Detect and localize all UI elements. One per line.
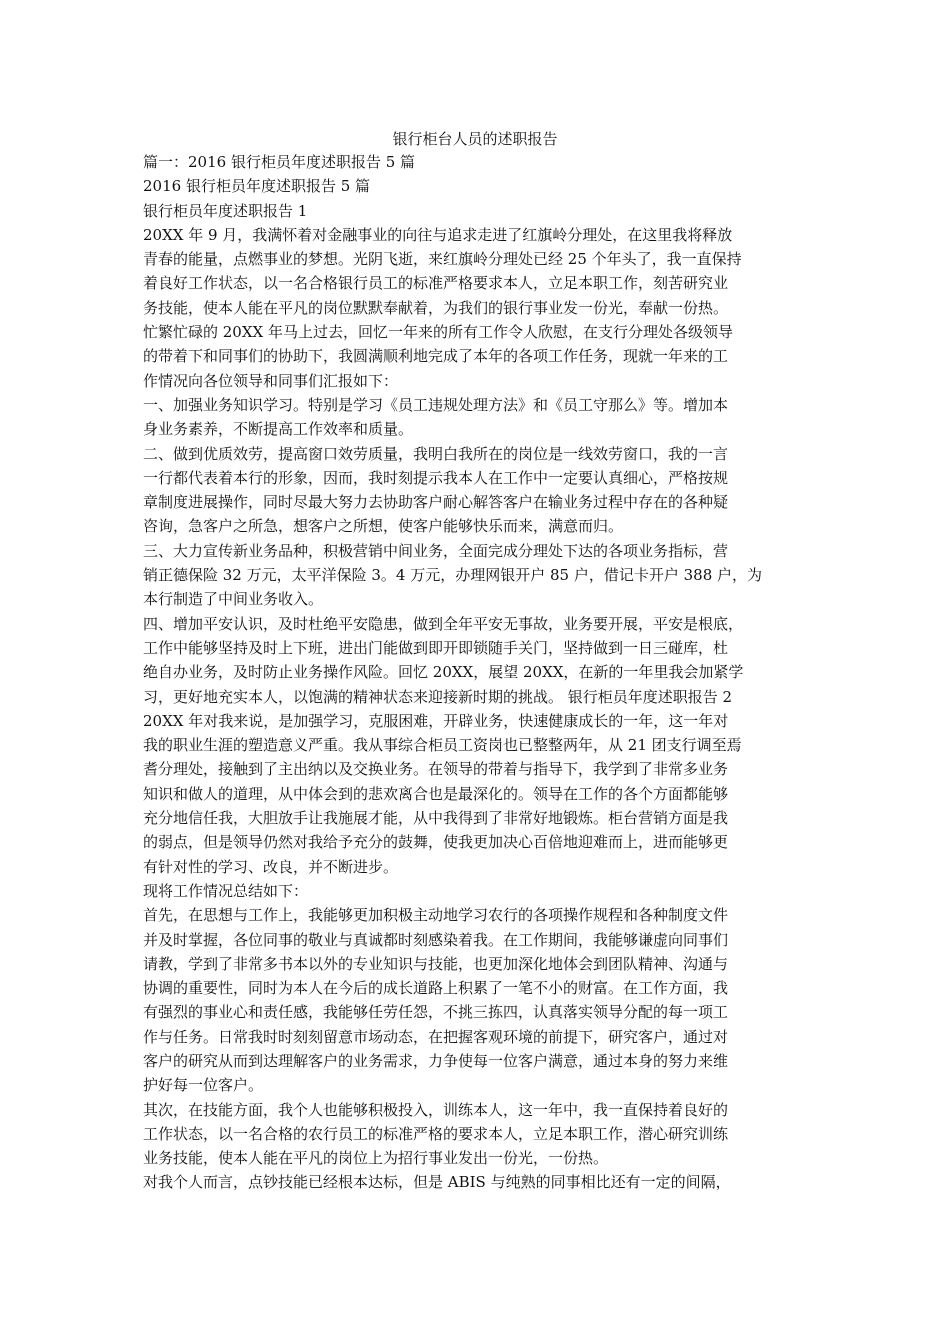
- body-line: 充分地信任我，大胆放手让我施展才能，从中我得到了非常好地锻炼。柜台营销方面是我: [143, 809, 729, 828]
- body-line: 忙繁忙碌的 20XX 年马上过去，回忆一年来的所有工作令人欣慰，在支行分理处各级领导: [143, 323, 733, 342]
- body-line: 有针对性的学习、改良，并不断进步。: [143, 857, 399, 876]
- body-line: 习，更好地充实本人，以饱满的精神状态来迎接新时期的挑战。 银行柜员年度述职报告 2: [143, 687, 733, 706]
- body-line: 一行都代表着本行的形象，因而，我时刻提示我本人在工作中一定要认真细心，严格按规: [143, 468, 729, 487]
- body-line: 2016 银行柜员年度述职报告 5 篇: [143, 177, 371, 196]
- body-line: 绝自办业务，及时防止业务操作风险。回忆 20XX，展望 20XX，在新的一年里我会加紧学: [143, 663, 744, 682]
- body-line: 协调的重要性，同时为本人在今后的成长道路上积累了一笔不小的财富。在工作方面，我: [143, 979, 729, 998]
- body-line: 章制度进展操作，同时尽最大努力去协助客户耐心解答客户在输业务过程中存在的各种疑: [143, 493, 729, 512]
- body-line: 首先，在思想与工作上，我能够更加积极主动地学习农行的各项操作规程和各种制度文件: [143, 906, 729, 925]
- body-line: 客户的研究从而到达理解客户的业务需求，力争使每一位客户满意，通过本身的努力来维: [143, 1051, 729, 1070]
- body-line: 对我个人而言，点钞技能已经根本达标，但是 ABIS 与纯熟的同事相比还有一定的间隔，: [143, 1173, 731, 1192]
- body-line: 有强烈的事业心和责任感，我能够任劳任怨，不挑三拣四，认真落实领导分配的每一项工: [143, 1003, 729, 1022]
- body-line: 业务技能，使本人能在平凡的岗位上为招行事业发出一份光，一份热。: [143, 1149, 609, 1168]
- body-line: 身业务素养，不断提高工作效率和质量。: [143, 420, 414, 439]
- body-line: 的带着下和同事们的协助下，我圆满顺利地完成了本年的各项工作任务，现就一年来的工: [143, 347, 729, 366]
- body-line: 销正德保险 32 万元，太平洋保险 3。4 万元，办理网银开户 85 户，借记卡开户 388 户，为: [143, 566, 763, 585]
- body-line: 20XX 年 9 月，我满怀着对金融事业的向往与追求走进了红旗岭分理处，在这里我将释放: [143, 225, 733, 244]
- body-line: 工作中能够坚持及时上下班，进出门能做到即开即锁随手关门，坚持做到一日三碰库，杜: [143, 638, 729, 657]
- body-line: 青春的能量，点燃事业的梦想。光阴飞逝，来红旗岭分理处已经 25 个年头了，我一直保持: [143, 250, 742, 269]
- body-line: 20XX 年对我来说，是加强学习，克服困难，开辟业务，快速健康成长的一年，这一年对: [143, 711, 729, 730]
- body-line: 知识和做人的道理，从中体会到的悲欢离合也是最深化的。领导在工作的各个方面都能够: [143, 784, 729, 803]
- document-body: [143, 150, 823, 1195]
- body-line: 二、做到优质效劳，提高窗口效劳质量，我明白我所在的岗位是一线效劳窗口，我的一言: [143, 444, 729, 463]
- body-line: 着良好工作状态，以一名合格银行员工的标准严格要求本人，立足本职工作，刻苦研究业: [143, 274, 729, 293]
- body-line: 护好每一位客户。: [143, 1076, 264, 1095]
- body-line: 银行柜员年度述职报告 1: [143, 201, 308, 220]
- document-title: 银行柜台人员的述职报告: [392, 130, 558, 148]
- body-line: 三、大力宣传新业务品种，积极营销中间业务，全面完成分理处下达的各项业务指标，营: [143, 541, 729, 560]
- body-line: 务技能，使本人能在平凡的岗位默默奉献着，为我们的银行事业发一份光，奉献一份热。: [143, 298, 729, 317]
- body-line: 本行制造了中间业务收入。: [143, 590, 324, 609]
- body-line: 一、加强业务知识学习。特别是学习《员工违规处理方法》和《员工守那么》等。增加本: [143, 395, 729, 414]
- body-line: 耆分理处，接触到了主出纳以及交换业务。在领导的带着与指导下，我学到了非常多业务: [143, 760, 729, 779]
- body-line: 作与任务。日常我时时刻刻留意市场动态，在把握客观环境的前提下，研究客户，通过对: [143, 1027, 729, 1046]
- body-line: 工作状态，以一名合格的农行员工的标准严格的要求本人，立足本职工作，潜心研究训练: [143, 1124, 729, 1143]
- body-line: 并及时掌握，各位同事的敬业与真诚都时刻感染着我。在工作期间，我能够谦虚向同事们: [143, 930, 729, 949]
- body-line: 请教，学到了非常多书本以外的专业知识与技能，也更加深化地体会到团队精神、沟通与: [143, 954, 729, 973]
- body-line: 作情况向各位领导和同事们汇报如下：: [143, 371, 399, 390]
- body-line: 现将工作情况总结如下：: [143, 881, 309, 900]
- body-line: 其次，在技能方面，我个人也能够积极投入，训练本人，这一年中，我一直保持着良好的: [143, 1100, 729, 1119]
- body-line: 我的职业生涯的塑造意义严重。我从事综合柜员工资岗也已整整两年，从 21 团支行调至焉: [143, 736, 742, 755]
- body-line: 四、增加平安认识，及时杜绝平安隐患，做到全年平安无事故，业务要开展，平安是根底，: [143, 614, 744, 633]
- body-line: 的弱点，但是领导仍然对我给予充分的鼓舞，使我更加决心百倍地迎难而上，进而能够更: [143, 833, 729, 852]
- body-line: 篇一：2016 银行柜员年度述职报告 5 篇: [143, 153, 416, 171]
- body-line: 咨询，急客户之所急，想客户之所想，使客户能够快乐而来，满意而归。: [143, 517, 624, 536]
